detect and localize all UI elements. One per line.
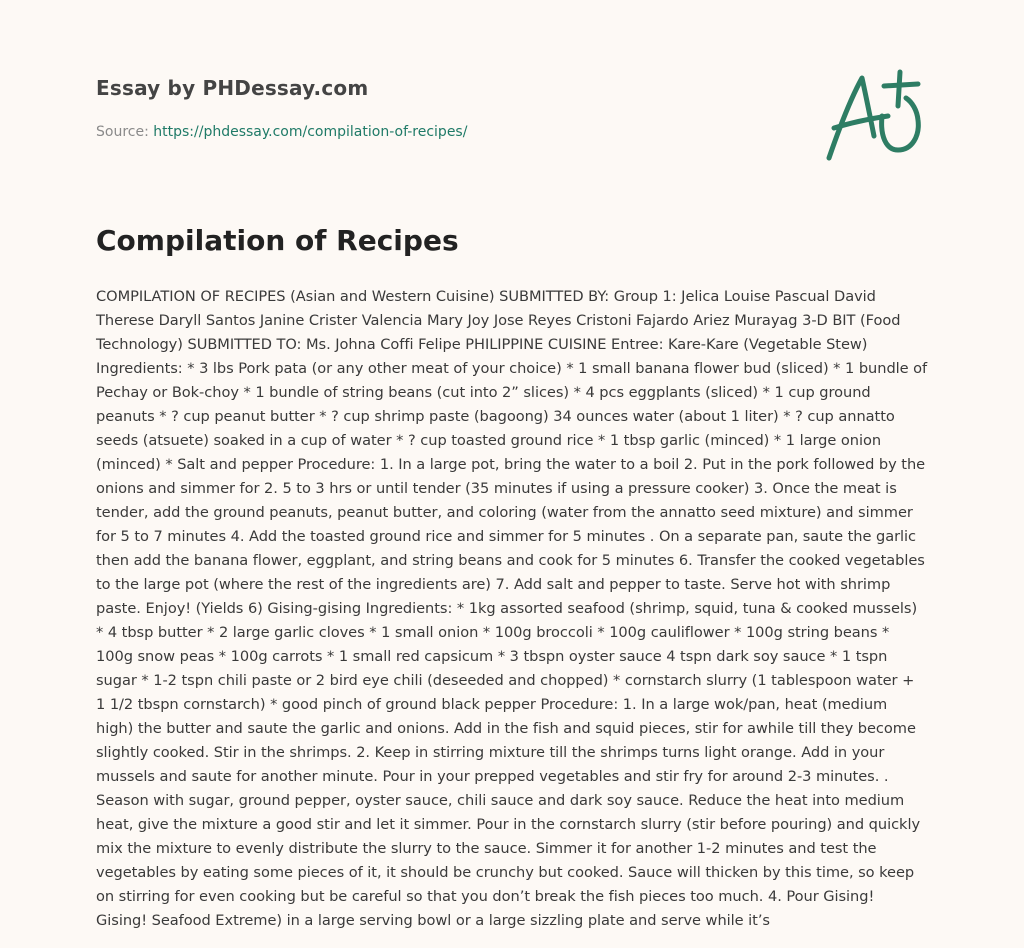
source-link[interactable]: https://phdessay.com/compilation-of-recipes/ [153, 124, 468, 140]
page-title: Compilation of Recipes [96, 224, 459, 257]
source-line [96, 124, 796, 140]
a-plus-logo-icon [822, 66, 928, 166]
site-header [96, 76, 796, 140]
source-label: Source: [96, 124, 154, 140]
article-body: COMPILATION OF RECIPES (Asian and Western Cuisine) SUBMITTED BY: Group 1: Jelica Louise Pascual David Therese Daryll Santos Janine Crister Valencia Mary Joy Jose Reyes Cristoni Fajardo Ariez Murayag 3-D BIT (Food Technology) SUBMITTED TO: Ms. Johna Coffi Felipe PHILIPPINE CUISINE Entree: Kare-Kare (Vegetable Stew) Ingredients: * 3 lbs Pork pata (or any other meat of your choice) * 1 small banana flower bud (sliced) * 1 bundle of Pechay or Bok-choy * 1 bundle of string beans (cut into 2” slices) * 4 pcs eggplants (sliced) * 1 cup ground peanuts * ? cup peanut butter * ? cup shrimp paste (bagoong) 34 ounces water (about 1 liter) * ? cup annatto seeds (atsuete) soaked in a cup of water * ? cup toasted ground rice * 1 tbsp garlic (minced) * 1 large onion (minced) * Salt and pepper Procedure: 1. In a large pot, bring the water to a boil 2. Put in the pork followed by the onions and simmer for 2. 5 to 3 hrs or until tender (35 minutes if using a pressure cooker) 3. Once the meat is tender, add the ground peanuts, peanut butter, and coloring (water from the annatto seed mixture) and simmer for 5 to 7 minutes 4. Add the toasted ground rice and simmer for 5 minutes . On a separate pan, saute the garlic then add the banana flower, eggplant, and string beans and cook for 5 minutes 6. Transfer the cooked vegetables to the large pot (where the rest of the ingredients are) 7. Add salt and pepper to taste. Serve hot with shrimp paste. Enjoy! (Yields 6) Gising-gising Ingredients: * 1kg assorted seafood (shrimp, squid, tuna & cooked mussels) * 4 tbsp butter * 2 large garlic cloves * 1 small onion * 100g broccoli * 100g cauliflower * 100g string beans * 100g snow peas * 100g carrots * 1 small red capsicum * 3 tbspn oyster sauce 4 tspn dark soy sauce * 1 tspn sugar * 1-2 tspn chili paste or 2 bird eye chili (deseeded and chopped) * cornstarch slurry (1 tablespoon water + 1 1/2 tbspn cornstarch) * good pinch of ground black pepper Procedure: 1. In a large wok/pan, heat (medium high) the butter and saute the garlic and onions. Add in the fish and squid pieces, stir for awhile till they become slightly cooked. Stir in the shrimps. 2. Keep in stirring mixture till the shrimps turns light orange. Add in your mussels and saute for another minute. Pour in your prepped vegetables and stir fry for around 2-3 minutes. . Season with sugar, ground pepper, oyster sauce, chili sauce and dark soy sauce. Reduce the heat into medium heat, give the mixture a good stir and let it simmer. Pour in the cornstarch slurry (stir before pouring) and quickly mix the mixture to evenly distribute the slurry to the sauce. Simmer it for another 1-2 minutes and test the vegetables by eating some pieces of it, it should be crunchy but cooked. Sauce will thicken by this time, so keep on stirring for even cooking but be careful so that you don’t break the fish pieces too much. 4. Pour Gising! Gising! Seafood Extreme) in a large serving bowl or a large sizzling plate and serve while it’s [96, 288, 928, 929]
site-title: Essay by PHDessay.com [96, 76, 369, 100]
